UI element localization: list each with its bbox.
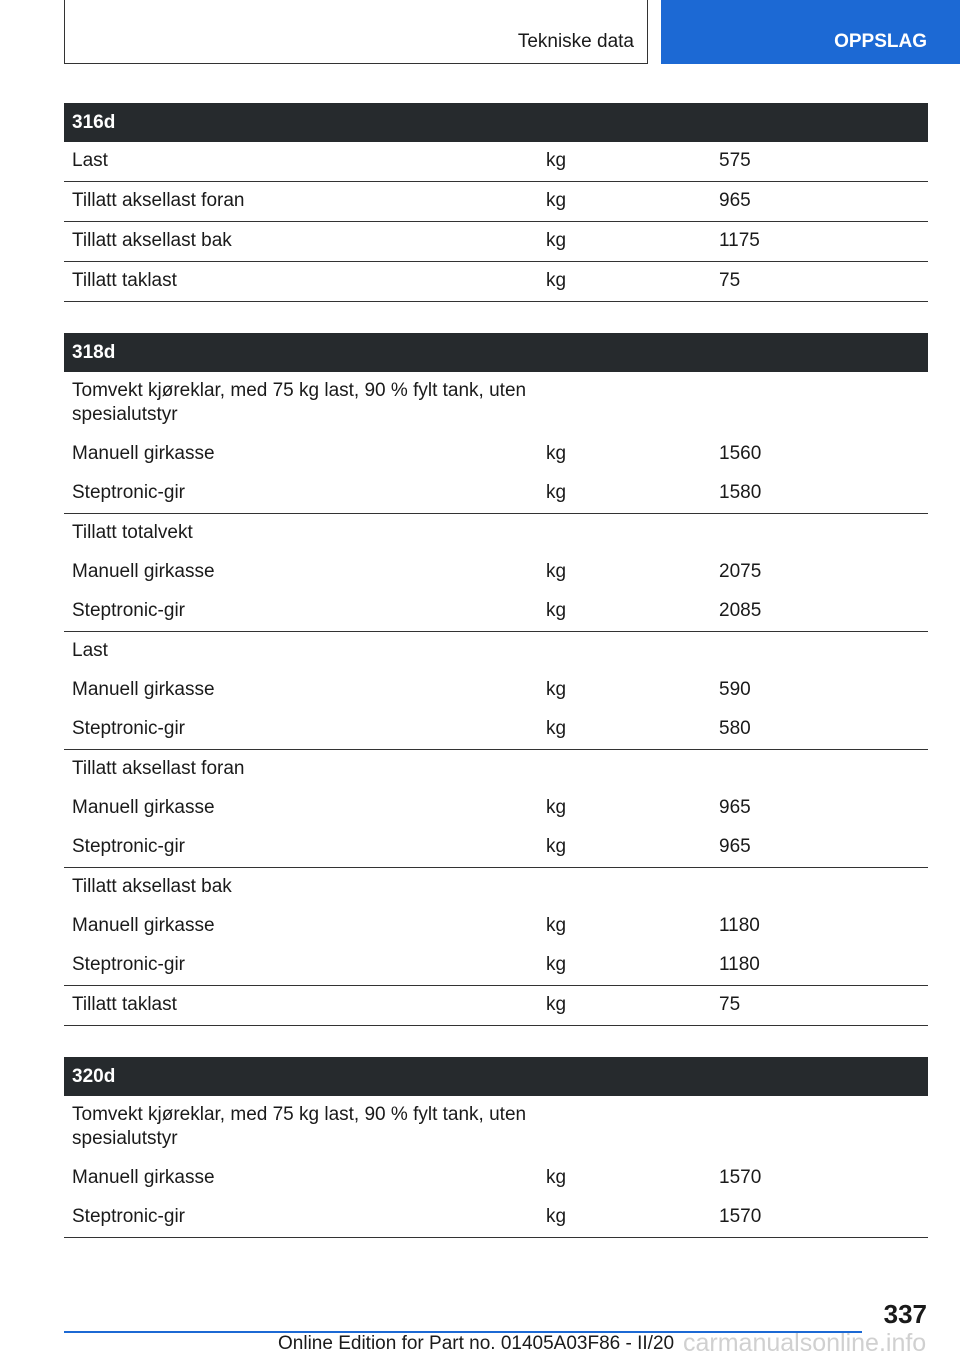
row-label: Tillatt aksellast foran	[72, 190, 245, 211]
row-unit: kg	[546, 1167, 567, 1188]
row-value	[711, 372, 928, 435]
row-label: Manuell girkasse	[72, 1167, 215, 1188]
table-row	[64, 592, 928, 632]
row-unit: kg	[546, 1206, 567, 1227]
row-value: 965	[719, 836, 751, 857]
row-label: Tillatt aksellast foran	[72, 758, 245, 779]
table-row	[64, 182, 928, 222]
row-unit: kg	[546, 482, 567, 503]
table-title: 318d	[64, 333, 928, 372]
row-unit	[538, 632, 711, 671]
table-title: 320d	[64, 1057, 928, 1096]
table-row	[64, 907, 928, 946]
table-row	[64, 828, 928, 868]
row-value	[711, 1096, 928, 1159]
footer-watermark: carmanualsonline.info	[683, 1329, 927, 1357]
row-value	[711, 868, 928, 907]
row-value: 1570	[719, 1167, 762, 1188]
row-value: 1180	[719, 915, 760, 936]
table-row	[64, 1159, 928, 1198]
row-unit: kg	[546, 797, 567, 818]
table-row	[64, 435, 928, 474]
row-label: Manuell girkasse	[72, 797, 215, 818]
row-label: Tomvekt kjøreklar, med 75 kg last, 90 % fylt tank, uten spesialutstyr	[72, 380, 527, 425]
page-number: 337	[883, 1299, 927, 1329]
row-label: Steptronic-gir	[72, 482, 185, 503]
row-unit: kg	[546, 679, 567, 700]
row-value	[711, 514, 928, 553]
table-row	[64, 789, 928, 828]
row-value: 2085	[719, 600, 762, 621]
row-label: Manuell girkasse	[72, 679, 215, 700]
row-unit: kg	[546, 994, 567, 1015]
table-row	[64, 222, 928, 262]
table-row	[64, 1096, 928, 1159]
row-unit	[538, 514, 711, 553]
row-label: Tillatt taklast	[72, 994, 177, 1015]
row-unit: kg	[546, 190, 567, 211]
row-unit	[538, 1096, 711, 1159]
row-value: 1580	[719, 482, 762, 503]
row-label: Tillatt taklast	[72, 270, 177, 291]
row-value: 575	[719, 150, 751, 171]
row-value: 1570	[719, 1206, 762, 1227]
row-value	[711, 632, 928, 671]
row-label: Steptronic-gir	[72, 718, 185, 739]
tab-oppslag-label: OPPSLAG	[834, 31, 927, 52]
row-unit: kg	[546, 915, 567, 936]
row-value: 75	[719, 270, 741, 291]
row-value: 580	[719, 718, 751, 739]
table-row	[64, 553, 928, 592]
row-label: Steptronic-gir	[72, 1206, 185, 1227]
row-value: 2075	[719, 561, 762, 582]
table-row	[64, 474, 928, 514]
tab-oppslag[interactable]	[661, 0, 960, 64]
row-unit	[538, 372, 711, 435]
table-row	[64, 986, 928, 1026]
row-label: Tillatt aksellast bak	[72, 230, 232, 251]
row-unit: kg	[546, 954, 567, 975]
row-label: Steptronic-gir	[72, 836, 185, 857]
table-row	[64, 868, 928, 907]
table-row	[64, 750, 928, 789]
row-label: Tillatt totalvekt	[72, 522, 193, 543]
row-label: Steptronic-gir	[72, 600, 185, 621]
spec-table-318d	[64, 333, 928, 1026]
row-value: 965	[719, 190, 751, 211]
row-label: Manuell girkasse	[72, 561, 215, 582]
row-value: 75	[719, 994, 741, 1015]
table-row	[64, 946, 928, 986]
row-unit: kg	[546, 718, 567, 739]
table-row	[64, 372, 928, 435]
row-label: Last	[72, 640, 108, 661]
row-value	[711, 750, 928, 789]
table-row	[64, 142, 928, 182]
row-label: Steptronic-gir	[72, 954, 185, 975]
table-title: 316d	[64, 103, 928, 142]
row-label: Manuell girkasse	[72, 915, 215, 936]
row-label: Last	[72, 150, 108, 171]
spec-table-316d	[64, 103, 928, 302]
row-unit: kg	[546, 150, 567, 171]
footer-edition: Online Edition for Part no. 01405A03F86 - II/20	[278, 1333, 675, 1354]
row-unit: kg	[546, 561, 567, 582]
table-row	[64, 262, 928, 302]
table-row	[64, 1198, 928, 1238]
row-label: Tillatt aksellast bak	[72, 876, 232, 897]
header-section-box	[64, 0, 648, 64]
spec-table-320d	[64, 1057, 928, 1238]
row-value: 1560	[719, 443, 762, 464]
row-label: Tomvekt kjøreklar, med 75 kg last, 90 % fylt tank, uten spesialutstyr	[72, 1104, 527, 1149]
table-row	[64, 671, 928, 710]
table-row	[64, 514, 928, 553]
row-unit: kg	[546, 270, 567, 291]
spec-tables	[64, 103, 928, 1269]
section-title: Tekniske data	[517, 31, 634, 52]
row-value: 1175	[719, 230, 760, 251]
row-value: 1180	[719, 954, 760, 975]
row-unit: kg	[546, 600, 567, 621]
row-unit	[538, 750, 711, 789]
row-value: 590	[719, 679, 751, 700]
table-row	[64, 632, 928, 671]
row-unit: kg	[546, 230, 567, 251]
row-value: 965	[719, 797, 751, 818]
table-row	[64, 710, 928, 750]
row-unit: kg	[546, 443, 567, 464]
row-label: Manuell girkasse	[72, 443, 215, 464]
row-unit	[538, 868, 711, 907]
row-unit: kg	[546, 836, 567, 857]
